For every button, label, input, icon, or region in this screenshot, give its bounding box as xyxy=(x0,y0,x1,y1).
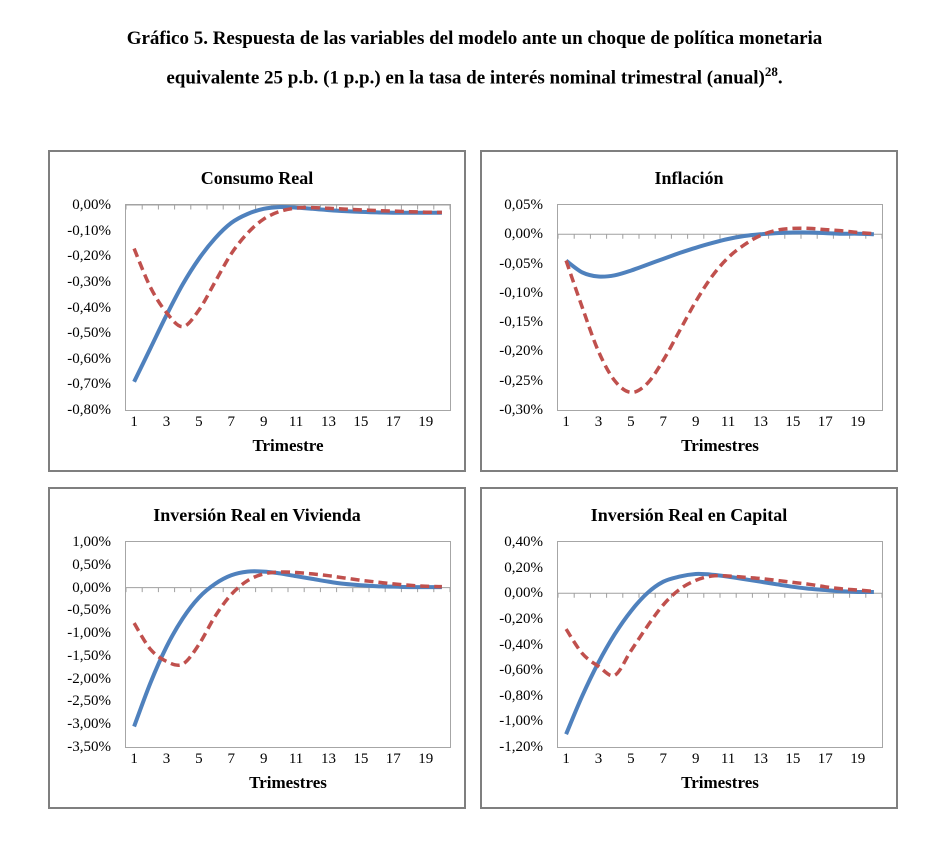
chart-title: Consumo Real xyxy=(200,168,314,188)
y-tick-label: -0,20% xyxy=(499,610,543,627)
chart-canvas xyxy=(558,205,882,410)
x-axis-tick-labels xyxy=(558,414,882,434)
x-tick-label: 15 xyxy=(785,751,801,767)
y-tick-label: -1,00% xyxy=(67,625,111,642)
y-tick-label: -0,50% xyxy=(67,325,111,342)
x-tick-label: 15 xyxy=(785,414,801,430)
y-tick-label: -1,50% xyxy=(67,647,111,664)
y-tick-label: -0,30% xyxy=(499,402,543,418)
series-line-blue-solid xyxy=(134,207,442,382)
y-tick-label: -3,00% xyxy=(67,716,111,733)
x-axis-title: Trimestres xyxy=(249,773,327,792)
figure-title xyxy=(0,22,949,94)
y-tick-label: 0,00% xyxy=(504,585,543,602)
x-tick-label: 7 xyxy=(659,751,668,767)
figure-title-line2: equivalente 25 p.b. (1 p.p.) en la tasa de interés nominal trimestral (anual)$^{28}$. xyxy=(166,64,783,89)
x-tick-label: 5 xyxy=(195,751,203,767)
x-axis-tick-labels xyxy=(126,414,450,434)
y-tick-label: 0,40% xyxy=(504,534,543,550)
y-tick-label: 0,00% xyxy=(72,197,111,213)
y-tick-label: -1,20% xyxy=(499,739,543,755)
y-tick-label: -0,20% xyxy=(499,343,543,360)
chart-panel-consumo-real xyxy=(48,150,466,472)
x-axis-title: Trimestre xyxy=(252,436,324,455)
x-tick-label: 13 xyxy=(753,751,768,767)
y-tick-label: -0,10% xyxy=(499,284,543,301)
x-tick-label: 1 xyxy=(562,751,570,767)
plot-area xyxy=(125,204,451,411)
series-line-blue-solid xyxy=(566,574,874,734)
y-tick-label: -3,50% xyxy=(67,739,111,755)
x-tick-label: 19 xyxy=(418,751,434,767)
chart-title: Inflación xyxy=(654,168,724,188)
chart-panel-inversion-capital xyxy=(480,487,898,809)
footnote-marker: 28 xyxy=(764,64,778,79)
y-axis-tick-labels xyxy=(50,534,117,755)
x-tick-label: 13 xyxy=(753,414,768,430)
y-tick-label: -0,05% xyxy=(499,255,543,272)
x-tick-label: 7 xyxy=(227,751,236,767)
chart-canvas xyxy=(126,542,450,747)
x-tick-label: 11 xyxy=(288,414,304,430)
y-tick-label: -0,80% xyxy=(499,687,543,704)
x-tick-label: 11 xyxy=(288,751,304,767)
y-axis-tick-labels xyxy=(482,197,549,418)
y-tick-label: -0,70% xyxy=(67,376,111,393)
chart-canvas xyxy=(558,542,882,747)
x-axis-title: Trimestres xyxy=(681,773,759,792)
y-tick-label: -0,50% xyxy=(67,602,111,619)
y-tick-label: 0,00% xyxy=(72,579,111,596)
y-tick-label: -0,25% xyxy=(499,372,543,389)
x-tick-label: 17 xyxy=(817,751,833,767)
x-tick-label: 5 xyxy=(195,414,203,430)
series-line-red-dashed xyxy=(134,208,442,327)
y-tick-label: -0,60% xyxy=(499,662,543,679)
series-line-red-dashed xyxy=(566,228,874,392)
x-tick-label: 9 xyxy=(259,751,268,767)
y-tick-label: -1,00% xyxy=(499,713,543,730)
y-tick-label: 0,05% xyxy=(504,197,543,213)
series-line-blue-solid xyxy=(134,571,442,726)
x-tick-label: 19 xyxy=(850,751,866,767)
x-tick-label: 11 xyxy=(720,414,736,430)
x-tick-label: 1 xyxy=(130,414,138,430)
chart-panel-inflacion xyxy=(480,150,898,472)
x-tick-label: 19 xyxy=(418,414,434,430)
x-tick-label: 3 xyxy=(162,751,171,767)
x-tick-label: 3 xyxy=(162,414,171,430)
y-tick-label: 0,00% xyxy=(504,226,543,243)
y-tick-label: -0,20% xyxy=(67,248,111,265)
y-axis-tick-labels xyxy=(50,197,117,418)
plot-area xyxy=(557,204,883,411)
x-tick-label: 1 xyxy=(562,414,570,430)
x-tick-label: 3 xyxy=(594,414,603,430)
x-tick-label: 9 xyxy=(259,414,268,430)
x-tick-label: 9 xyxy=(691,751,700,767)
x-axis-tick-labels xyxy=(126,751,450,771)
x-tick-label: 3 xyxy=(594,751,603,767)
x-tick-label: 13 xyxy=(321,414,336,430)
series-line-blue-solid xyxy=(566,232,874,276)
x-axis-tick-labels xyxy=(558,751,882,771)
x-tick-label: 17 xyxy=(385,751,401,767)
x-tick-label: 15 xyxy=(353,751,369,767)
x-tick-label: 19 xyxy=(850,414,866,430)
figure-title-line1: Gráfico 5. Respuesta de las variables del modelo ante un choque de política monetaria xyxy=(126,28,823,49)
x-tick-label: 13 xyxy=(321,751,336,767)
plot-area xyxy=(125,541,451,748)
x-axis-title: Trimestres xyxy=(681,436,759,455)
y-tick-label: -0,10% xyxy=(67,222,111,239)
y-tick-label: 0,50% xyxy=(72,556,111,573)
y-tick-label: -0,15% xyxy=(499,314,543,331)
x-tick-label: 17 xyxy=(817,414,833,430)
y-tick-label: 1,00% xyxy=(72,534,111,550)
x-tick-label: 7 xyxy=(227,414,236,430)
x-tick-label: 1 xyxy=(130,751,138,767)
y-tick-label: -0,60% xyxy=(67,350,111,367)
x-tick-label: 11 xyxy=(720,751,736,767)
plot-area xyxy=(557,541,883,748)
x-tick-label: 15 xyxy=(353,414,369,430)
chart-canvas xyxy=(126,205,450,410)
y-tick-label: -2,50% xyxy=(67,693,111,710)
y-tick-label: -0,40% xyxy=(499,636,543,653)
x-tick-label: 5 xyxy=(627,751,635,767)
y-tick-label: -0,80% xyxy=(67,402,111,418)
y-axis-tick-labels xyxy=(482,534,549,755)
category-axis xyxy=(558,593,882,598)
x-tick-label: 7 xyxy=(659,414,668,430)
y-tick-label: -2,00% xyxy=(67,670,111,687)
chart-panel-inversion-vivienda xyxy=(48,487,466,809)
y-tick-label: 0,20% xyxy=(504,559,543,576)
y-tick-label: -0,40% xyxy=(67,299,111,316)
chart-title: Inversión Real en Capital xyxy=(590,505,788,525)
x-tick-label: 5 xyxy=(627,414,635,430)
x-tick-label: 9 xyxy=(691,414,700,430)
y-tick-label: -0,30% xyxy=(67,273,111,290)
chart-title: Inversión Real en Vivienda xyxy=(153,505,361,525)
x-tick-label: 17 xyxy=(385,414,401,430)
